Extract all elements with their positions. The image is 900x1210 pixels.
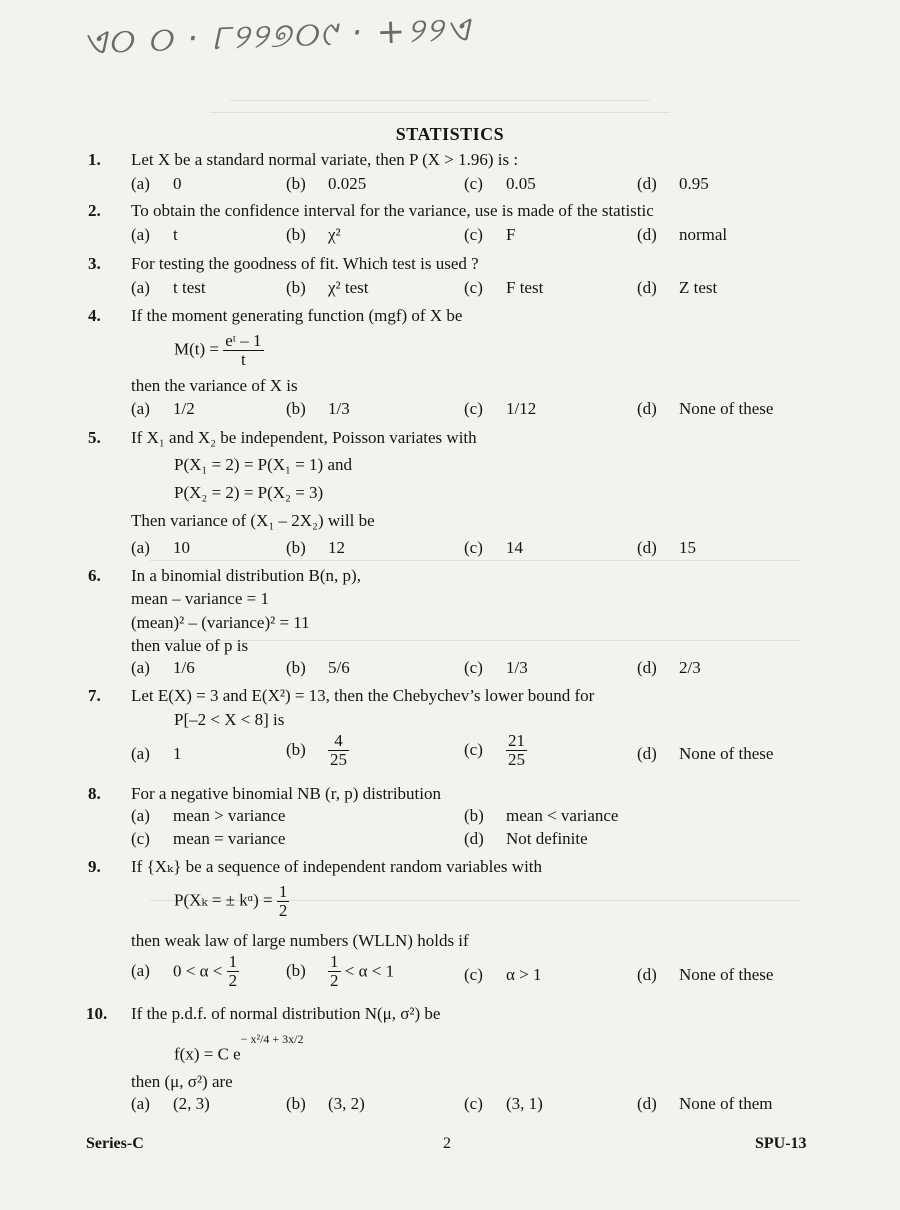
option-b[interactable]: (b) (3, 2) bbox=[286, 1094, 365, 1113]
option-a[interactable]: (a) (2, 3) bbox=[131, 1094, 210, 1113]
equation-line: mean – variance = 1 bbox=[131, 589, 269, 608]
section-title: STATISTICS bbox=[395, 124, 505, 144]
question-number: 4. bbox=[88, 306, 101, 325]
question-number: 10. bbox=[86, 1004, 108, 1023]
option-d[interactable]: (d) None of these bbox=[637, 965, 774, 984]
option-d[interactable]: (d) None of these bbox=[637, 399, 774, 418]
option-a[interactable]: (a) 10 bbox=[131, 538, 190, 557]
question-number: 7. bbox=[88, 686, 101, 705]
option-b[interactable]: (b) $\frac{4}{25}$ bbox=[286, 731, 347, 769]
option-c[interactable]: (c) $\frac{21}{25}$ bbox=[464, 731, 525, 769]
exponent: − x²/4 + 3x/2 bbox=[240, 1032, 304, 1046]
option-c[interactable]: (c) F bbox=[464, 225, 516, 244]
question-number: 3. bbox=[88, 254, 101, 273]
question-continuation: then (μ, σ²) are bbox=[131, 1072, 233, 1091]
option-d[interactable]: (d) Z test bbox=[637, 278, 718, 297]
option-d[interactable]: (d) 0.95 bbox=[637, 174, 709, 193]
option-a[interactable]: (a) 0 < α < $\frac{1}{2}$ bbox=[131, 952, 238, 990]
option-c[interactable]: (c) mean = variance bbox=[131, 829, 286, 848]
option-b[interactable]: (b) 5/6 bbox=[286, 658, 350, 677]
option-c[interactable]: (c) 0.05 bbox=[464, 174, 536, 193]
option-a[interactable]: (a) mean > variance bbox=[131, 806, 286, 825]
option-c[interactable]: (c) 1/3 bbox=[464, 658, 528, 677]
option-a[interactable]: (a) t bbox=[131, 225, 178, 244]
question-continuation: then value of p is bbox=[131, 636, 249, 655]
probability-equation: P(Xₖ = ± kᵅ) = $\frac{1}{2}$ bbox=[174, 882, 288, 920]
pdf-equation: f(x) = C $e^{- x^2/4 + 3x/2}$ bbox=[174, 1032, 304, 1064]
question-number: 9. bbox=[88, 857, 101, 876]
bleed-through-line bbox=[210, 112, 670, 113]
fraction: $\frac{1}{2}$ bbox=[278, 882, 288, 920]
option-b[interactable]: (b) χ² test bbox=[286, 278, 369, 297]
question-stem: Let X be a standard normal variate, then P (X > 1.96) is : bbox=[131, 150, 519, 169]
option-d[interactable]: (d) 2/3 bbox=[637, 658, 701, 677]
option-a[interactable]: (a) 1 bbox=[131, 744, 182, 763]
option-a[interactable]: (a) 1/6 bbox=[131, 658, 195, 677]
question-continuation: then weak law of large numbers (WLLN) holds if bbox=[131, 931, 469, 950]
option-b[interactable]: (b) 1/3 bbox=[286, 399, 350, 418]
question-stem: If the p.d.f. of normal distribution N(μ, σ²) be bbox=[131, 1004, 441, 1023]
equation-line: P(X₂ = 2) = P(X₂ = 3) bbox=[174, 483, 324, 502]
option-d[interactable]: (d) None of them bbox=[637, 1094, 773, 1113]
question-number: 1. bbox=[88, 150, 101, 169]
option-d[interactable]: (d) Not definite bbox=[464, 829, 588, 848]
option-b[interactable]: (b) mean < variance bbox=[464, 806, 619, 825]
mgf-equation: M(t) = $\frac{\text{eᵗ – 1}}{t}$ bbox=[174, 331, 262, 369]
handwritten-note: ଏ୦ ୦ · ୮୨୨୭୦୯ · +୨୨ଏ bbox=[81, 9, 472, 63]
option-c[interactable]: (c) 1/12 bbox=[464, 399, 537, 418]
question-number: 2. bbox=[88, 201, 101, 220]
equation-line: P[–2 < X < 8] is bbox=[174, 710, 285, 729]
option-a[interactable]: (a) t test bbox=[131, 278, 206, 297]
question-continuation: then the variance of X is bbox=[131, 376, 298, 395]
question-stem: To obtain the confidence interval for the variance, use is made of the statistic bbox=[131, 201, 654, 220]
option-c[interactable]: (c) α > 1 bbox=[464, 965, 542, 984]
series-label: Series-C bbox=[86, 1135, 144, 1152]
question-number: 8. bbox=[88, 784, 101, 803]
option-b[interactable]: (b) $\frac{1}{2}$ < α < 1 bbox=[286, 952, 395, 990]
paper-code: SPU-13 bbox=[755, 1135, 807, 1152]
option-d[interactable]: (d) None of these bbox=[637, 744, 774, 763]
fraction: $\frac{4}{25}$ bbox=[330, 731, 347, 769]
question-stem: For testing the goodness of fit. Which test is used ? bbox=[131, 254, 479, 273]
option-c[interactable]: (c) (3, 1) bbox=[464, 1094, 543, 1113]
fraction: $\frac{21}{25}$ bbox=[508, 731, 525, 769]
question-stem: If X₁ and X₂ be independent, Poisson variates with bbox=[131, 428, 477, 447]
question-stem: If {Xₖ} be a sequence of independent random variables with bbox=[131, 857, 543, 876]
option-b[interactable]: (b) 12 bbox=[286, 538, 345, 557]
option-b[interactable]: (b) 0.025 bbox=[286, 174, 367, 193]
equation-line: (mean)² – (variance)² = 11 bbox=[131, 613, 310, 632]
bleed-through-line bbox=[150, 560, 800, 561]
option-a[interactable]: (a) 1/2 bbox=[131, 399, 195, 418]
question-continuation: Then variance of (X₁ – 2X₂) will be bbox=[131, 511, 375, 530]
question-stem: In a binomial distribution B(n, p), bbox=[131, 566, 361, 585]
option-c[interactable]: (c) 14 bbox=[464, 538, 523, 557]
fraction: $\frac{1}{2}$ bbox=[330, 952, 339, 990]
option-a[interactable]: (a) 0 bbox=[131, 174, 182, 193]
option-c[interactable]: (c) F test bbox=[464, 278, 544, 297]
equation-line: P(X₁ = 2) = P(X₁ = 1) and bbox=[174, 455, 353, 474]
fraction: $\frac{1}{2}$ bbox=[228, 952, 238, 990]
question-stem: For a negative binomial NB (r, p) distribution bbox=[131, 784, 441, 803]
option-b[interactable]: (b) χ² bbox=[286, 225, 341, 244]
option-d[interactable]: (d) normal bbox=[637, 225, 728, 244]
bleed-through-line bbox=[230, 100, 650, 101]
page-number: 2 bbox=[443, 1135, 451, 1152]
question-number: 6. bbox=[88, 566, 101, 585]
mgf-fraction: $\frac{\text{eᵗ – 1}}{t}$ bbox=[225, 331, 262, 369]
option-d[interactable]: (d) 15 bbox=[637, 538, 696, 557]
question-stem: If the moment generating function (mgf) of X be bbox=[131, 306, 463, 325]
question-number: 5. bbox=[88, 428, 101, 447]
question-stem: Let E(X) = 3 and E(X²) = 13, then the Chebychev’s lower bound for bbox=[131, 686, 595, 705]
